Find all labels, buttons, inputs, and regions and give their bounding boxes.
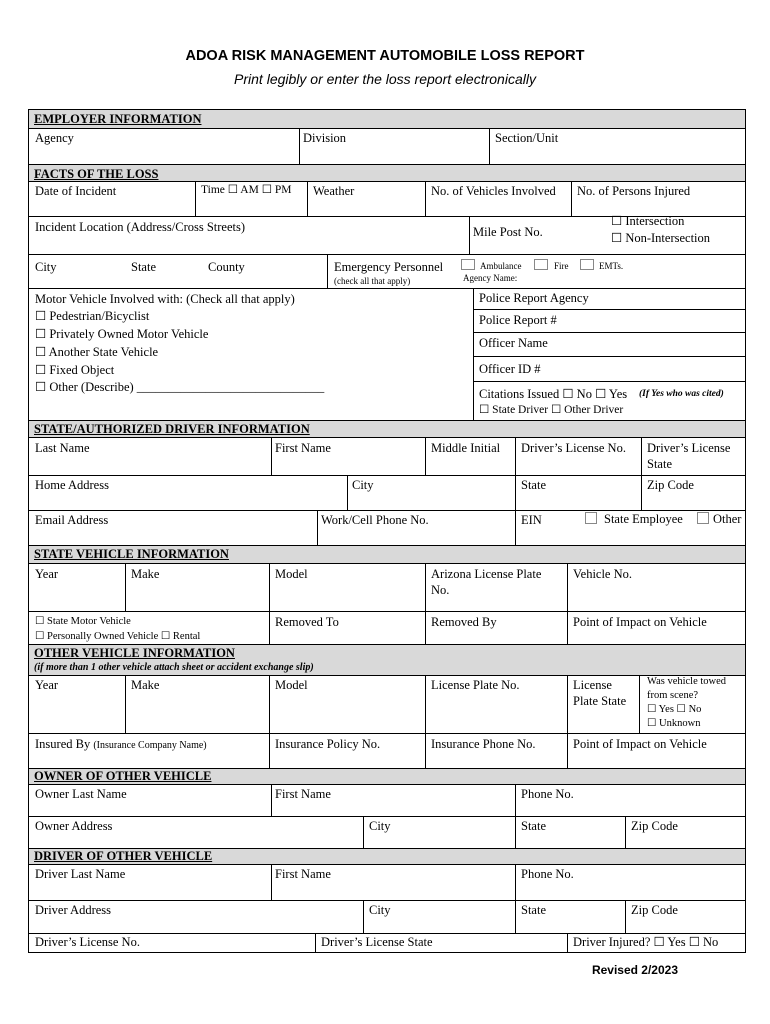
ov-towed-field: [639, 675, 745, 733]
facts-heading: FACTS OF THE LOSS: [34, 167, 159, 181]
owner-zip-field[interactable]: [625, 816, 745, 848]
ov-make-label: Make: [131, 678, 160, 692]
emergency-label: Emergency Personnel: [334, 260, 444, 274]
driver-state-field[interactable]: [515, 475, 641, 510]
ov-insured-by-field[interactable]: [29, 733, 269, 768]
ambulance-checkbox[interactable]: [461, 259, 475, 270]
ov-towed-label-2: from scene?: [647, 690, 699, 701]
division-field[interactable]: [299, 128, 489, 164]
other-driver-heading: DRIVER OF OTHER VEHICLE: [34, 849, 213, 863]
driver-license-no-field[interactable]: [515, 437, 641, 475]
ov-towed-unknown[interactable]: ☐ Unknown: [647, 718, 701, 729]
sv-removed-to-field[interactable]: [269, 611, 425, 644]
ov-year-field[interactable]: [29, 675, 125, 733]
ov-make-field[interactable]: [125, 675, 269, 733]
od-injured-label: Driver Injured? ☐ Yes ☐ No: [573, 935, 719, 949]
facts-state-label: State: [131, 260, 156, 274]
page-title: ADOA RISK MANAGEMENT AUTOMOBILE LOSS REPORT: [185, 48, 585, 64]
driver-middle-initial-label: Middle Initial: [431, 441, 501, 455]
loss-report-form: [28, 109, 746, 953]
ov-plate-field[interactable]: [425, 675, 567, 733]
driver-zip-field[interactable]: [641, 475, 745, 510]
od-city-label: City: [369, 903, 391, 917]
od-first-name-label: First Name: [275, 867, 331, 881]
ov-towed-yes-no[interactable]: ☐ Yes ☐ No: [647, 704, 702, 715]
ambulance-label: Ambulance: [480, 261, 522, 271]
owner-last-name-field[interactable]: [29, 784, 271, 816]
owner-phone-label: Phone No.: [521, 787, 574, 801]
citations-note: (If Yes who was cited): [639, 389, 724, 399]
od-address-field[interactable]: [29, 900, 363, 933]
agency-name-label: Agency Name:: [463, 273, 518, 283]
fire-label: Fire: [554, 261, 569, 271]
weather-label: Weather: [313, 184, 355, 198]
citations-label[interactable]: Citations Issued ☐ No ☐ Yes: [479, 387, 628, 401]
od-license-no-label: Driver’s License No.: [35, 935, 140, 949]
ov-plate-state-field[interactable]: [567, 675, 639, 733]
mile-post-label: Mile Post No.: [473, 225, 543, 239]
owner-address-field[interactable]: [29, 816, 363, 848]
ov-ins-phone-field[interactable]: [425, 733, 567, 768]
fire-checkbox[interactable]: [534, 259, 548, 270]
driver-license-state-field[interactable]: [641, 437, 745, 475]
owner-state-field[interactable]: [515, 816, 625, 848]
od-phone-field[interactable]: [515, 864, 745, 900]
cited-options[interactable]: ☐ State Driver ☐ Other Driver: [479, 404, 624, 416]
sv-vehicle-no-field[interactable]: [567, 563, 745, 611]
ov-insured-by-note: (Insurance Company Name): [93, 740, 207, 751]
sv-plate-field[interactable]: [425, 563, 567, 611]
facts-county-label: County: [208, 260, 245, 274]
sv-impact-field[interactable]: [567, 611, 745, 644]
owner-city-field[interactable]: [363, 816, 515, 848]
sv-removed-by-label: Removed By: [431, 615, 497, 629]
od-license-state-label: Driver’s License State: [321, 935, 433, 949]
owner-heading: OWNER OF OTHER VEHICLE: [34, 769, 212, 783]
sv-removed-to-label: Removed To: [275, 615, 339, 629]
sv-model-label: Model: [275, 567, 308, 581]
ov-ins-phone-label: Insurance Phone No.: [431, 737, 536, 751]
ov-policy-field[interactable]: [269, 733, 425, 768]
officer-id-label[interactable]: Officer ID #: [479, 362, 541, 376]
ov-towed-label-1: Was vehicle towed: [647, 676, 727, 687]
od-address-label: Driver Address: [35, 903, 112, 917]
state-vehicle-heading: STATE VEHICLE INFORMATION: [34, 547, 229, 561]
sv-make-label: Make: [131, 567, 160, 581]
division-label: Division: [303, 131, 347, 145]
od-state-label: State: [521, 903, 546, 917]
sv-removed-by-field[interactable]: [425, 611, 567, 644]
option-fixed-object[interactable]: ☐ Fixed Object: [35, 363, 115, 377]
ov-year-label: Year: [35, 678, 59, 692]
ov-impact-field[interactable]: [567, 733, 745, 768]
other-employee-checkbox[interactable]: [697, 512, 709, 524]
od-city-field[interactable]: [363, 900, 515, 933]
ov-model-label: Model: [275, 678, 308, 692]
od-zip-label: Zip Code: [631, 903, 678, 917]
non-intersection-checkbox[interactable]: ☐ Non-Intersection: [611, 231, 711, 245]
owner-address-label: Owner Address: [35, 819, 113, 833]
driver-middle-initial-field[interactable]: [425, 437, 515, 475]
ov-plate-label: License Plate No.: [431, 678, 520, 692]
driver-city-field[interactable]: [347, 475, 515, 510]
od-zip-field[interactable]: [625, 900, 745, 933]
check-all-note: (check all that apply): [334, 276, 411, 286]
ov-impact-label: Point of Impact on Vehicle: [573, 737, 707, 751]
od-injured-field[interactable]: [567, 933, 745, 952]
mile-post-field[interactable]: [469, 216, 605, 254]
od-last-name-field[interactable]: [29, 864, 271, 900]
driver-city-label: City: [352, 478, 374, 492]
work-phone-label: Work/Cell Phone No.: [321, 513, 429, 527]
sv-plate-label-1: Arizona License Plate: [431, 567, 542, 581]
owner-first-name-field[interactable]: [271, 784, 515, 816]
ov-plate-state-label-2: Plate State: [573, 694, 627, 708]
driver-last-name-field[interactable]: [29, 437, 271, 475]
home-address-field[interactable]: [29, 475, 347, 510]
od-license-state-field[interactable]: [315, 933, 567, 952]
owner-first-name-label: First Name: [275, 787, 331, 801]
date-field[interactable]: [29, 181, 195, 216]
driver-last-name-label: Last Name: [35, 441, 90, 455]
sv-model-field[interactable]: [269, 563, 425, 611]
vehicles-field[interactable]: [425, 181, 571, 216]
driver-state-label: State: [521, 478, 546, 492]
od-license-no-field[interactable]: [29, 933, 315, 952]
ein-label[interactable]: EIN: [521, 513, 542, 527]
driver-license-state-label-2: State: [647, 457, 672, 471]
sv-vehicle-no-label: Vehicle No.: [573, 567, 633, 581]
owner-phone-field[interactable]: [515, 784, 745, 816]
officer-name-label[interactable]: Officer Name: [479, 336, 548, 350]
sv-make-field[interactable]: [125, 563, 269, 611]
sv-impact-label: Point of Impact on Vehicle: [573, 615, 707, 629]
motor-vehicle-label: Motor Vehicle Involved with: (Check all that apply): [35, 292, 295, 306]
ov-insured-by-text: Insured By: [35, 737, 91, 751]
ov-insured-by-label: [35, 738, 207, 751]
ov-policy-label: Insurance Policy No.: [275, 737, 381, 751]
driver-first-name-label: First Name: [275, 441, 331, 455]
time-field[interactable]: [195, 181, 307, 216]
motor-vehicle-section: [29, 288, 473, 420]
other-vehicle-note: (if more than 1 other vehicle attach sheet or accident exchange slip): [34, 662, 314, 673]
option-other[interactable]: ☐ Other (Describe) ______________________________: [35, 380, 325, 394]
intersection-checkbox[interactable]: ☐ Intersection: [611, 214, 685, 228]
weather-field[interactable]: [307, 181, 425, 216]
owner-city-label: City: [369, 819, 391, 833]
state-employee-label: State Employee: [604, 512, 683, 526]
sv-personal-option[interactable]: ☐ Personally Owned Vehicle ☐ Rental: [35, 631, 201, 642]
driver-license-state-label-1: Driver’s License: [647, 441, 731, 455]
option-pedestrian[interactable]: ☐ Pedestrian/Bicyclist: [35, 309, 150, 323]
police-report-label[interactable]: Police Report #: [479, 313, 557, 327]
agency-label: Agency: [35, 131, 74, 145]
option-state-vehicle[interactable]: ☐ Another State Vehicle: [35, 345, 159, 359]
email-label: Email Address: [35, 513, 109, 527]
emts-checkbox[interactable]: [580, 259, 594, 270]
employer-heading: EMPLOYER INFORMATION: [34, 112, 202, 126]
home-address-label: Home Address: [35, 478, 109, 492]
sv-ownership-field: [29, 611, 269, 644]
state-employee-checkbox[interactable]: [585, 512, 597, 524]
driver-license-no-label: Driver’s License No.: [521, 441, 626, 455]
agency-field[interactable]: [29, 128, 299, 164]
police-agency-label[interactable]: Police Report Agency: [479, 291, 589, 305]
facts-city-label: City: [35, 260, 57, 274]
od-phone-label: Phone No.: [521, 867, 574, 881]
emts-label: EMTs.: [599, 261, 624, 271]
persons-label: No. of Persons Injured: [577, 184, 691, 198]
location-label: Incident Location (Address/Cross Streets): [35, 220, 246, 234]
sv-plate-label-2: No.: [431, 583, 450, 597]
sv-year-field[interactable]: [29, 563, 125, 611]
driver-heading: STATE/AUTHORIZED DRIVER INFORMATION: [34, 422, 310, 436]
od-state-field[interactable]: [515, 900, 625, 933]
sv-year-label: Year: [35, 567, 59, 581]
page-subtitle: Print legibly or enter the loss report electronically: [234, 71, 536, 87]
section-field[interactable]: [489, 128, 745, 164]
sv-state-motor-option[interactable]: ☐ State Motor Vehicle: [35, 616, 131, 627]
persons-field[interactable]: [571, 181, 745, 216]
vehicles-label: No. of Vehicles Involved: [431, 184, 556, 198]
revision-date: Revised 2/2023: [591, 963, 678, 977]
driver-first-name-field[interactable]: [271, 437, 425, 475]
od-first-name-field[interactable]: [271, 864, 515, 900]
email-field[interactable]: [29, 510, 317, 545]
date-label: Date of Incident: [35, 184, 117, 198]
time-label: Time ☐ AM ☐ PM: [201, 184, 292, 196]
ov-plate-state-label-1: License: [573, 678, 612, 692]
owner-zip-label: Zip Code: [631, 819, 678, 833]
owner-last-name-label: Owner Last Name: [35, 787, 127, 801]
other-vehicle-heading: OTHER VEHICLE INFORMATION: [34, 646, 235, 660]
section-label: Section/Unit: [495, 131, 559, 145]
od-last-name-label: Driver Last Name: [35, 867, 126, 881]
ov-model-field[interactable]: [269, 675, 425, 733]
owner-state-label: State: [521, 819, 546, 833]
option-private-vehicle[interactable]: ☐ Privately Owned Motor Vehicle: [35, 327, 209, 341]
location-field[interactable]: [29, 216, 469, 254]
work-phone-field[interactable]: [317, 510, 515, 545]
driver-zip-label: Zip Code: [647, 478, 694, 492]
other-employee-label: Other: [713, 512, 742, 526]
